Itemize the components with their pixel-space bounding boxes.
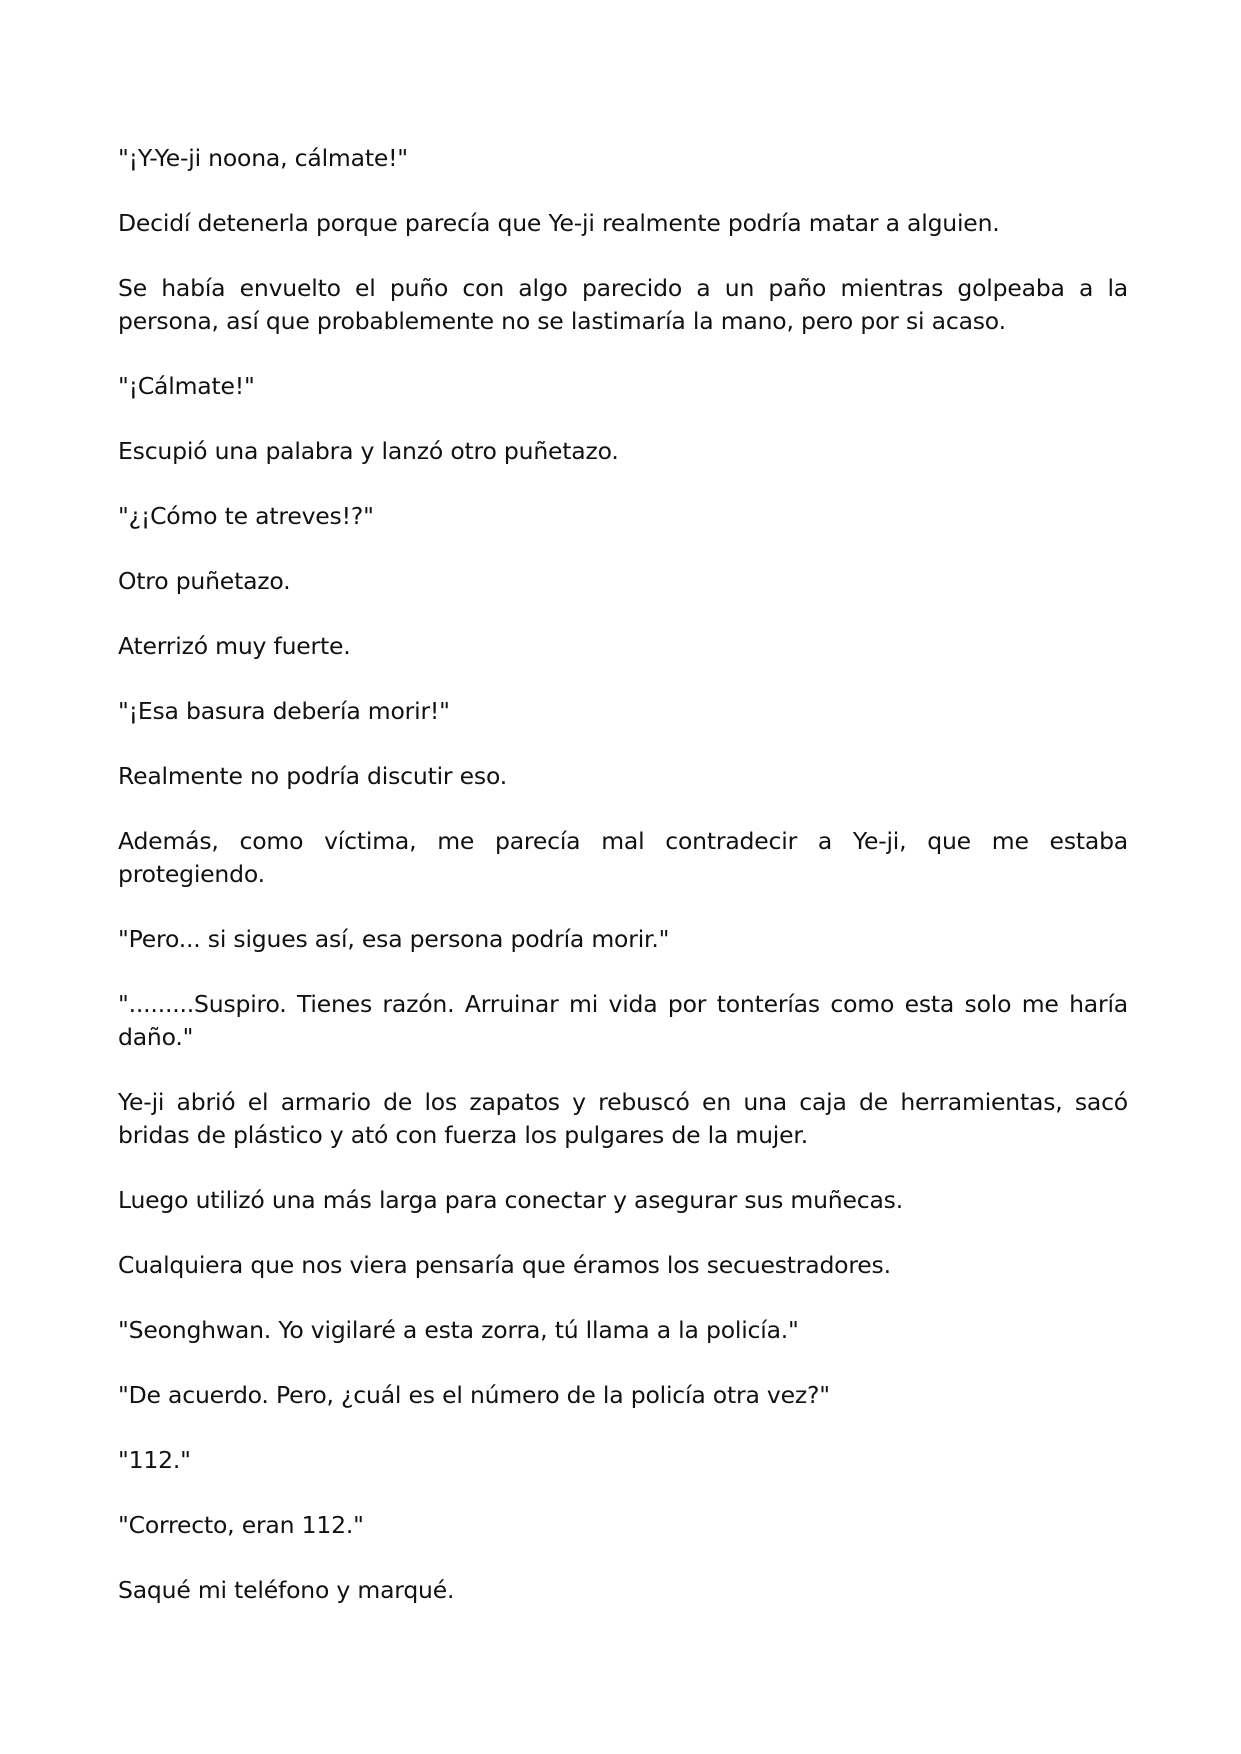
paragraph-19: "112." bbox=[118, 1446, 191, 1474]
paragraph-11: Además, como víctima, me parecía mal contradecir a Ye-ji, que me estaba protegiendo. bbox=[118, 827, 1128, 888]
paragraph-4: "¡Cálmate!" bbox=[118, 372, 255, 400]
paragraph-20: "Correcto, eran 112." bbox=[118, 1511, 364, 1539]
paragraph-6: "¿¡Cómo te atreves!?" bbox=[118, 502, 374, 530]
paragraph-9: "¡Esa basura debería morir!" bbox=[118, 697, 450, 725]
paragraph-14: Ye-ji abrió el armario de los zapatos y rebuscó en una caja de herramientas, sacó bridas de plástico y ató con fuerza los pulgares de la mujer. bbox=[118, 1088, 1128, 1149]
paragraph-17: "Seonghwan. Yo vigilaré a esta zorra, tú llama a la policía." bbox=[118, 1316, 799, 1344]
paragraph-18: "De acuerdo. Pero, ¿cuál es el número de la policía otra vez?" bbox=[118, 1381, 830, 1409]
document-page bbox=[118, 142, 1128, 1639]
paragraph-16: Cualquiera que nos viera pensaría que éramos los secuestradores. bbox=[118, 1251, 891, 1279]
paragraph-5: Escupió una palabra y lanzó otro puñetazo. bbox=[118, 437, 619, 465]
paragraph-15: Luego utilizó una más larga para conectar y asegurar sus muñecas. bbox=[118, 1186, 903, 1214]
paragraph-13: ".........Suspiro. Tienes razón. Arruinar mi vida por tonterías como esta solo me haría daño." bbox=[118, 990, 1128, 1051]
paragraph-3: Se había envuelto el puño con algo parecido a un paño mientras golpeaba a la persona, así que probablemente no se lastimaría la mano, pero por si acaso. bbox=[118, 274, 1128, 335]
paragraph-21: Saqué mi teléfono y marqué. bbox=[118, 1576, 455, 1604]
paragraph-12: "Pero... si sigues así, esa persona podría morir." bbox=[118, 925, 670, 953]
paragraph-7: Otro puñetazo. bbox=[118, 567, 291, 595]
paragraph-10: Realmente no podría discutir eso. bbox=[118, 762, 507, 790]
paragraph-2: Decidí detenerla porque parecía que Ye-ji realmente podría matar a alguien. bbox=[118, 209, 1000, 237]
paragraph-1: "¡Y-Ye-ji noona, cálmate!" bbox=[118, 144, 408, 172]
paragraph-8: Aterrizó muy fuerte. bbox=[118, 632, 351, 660]
